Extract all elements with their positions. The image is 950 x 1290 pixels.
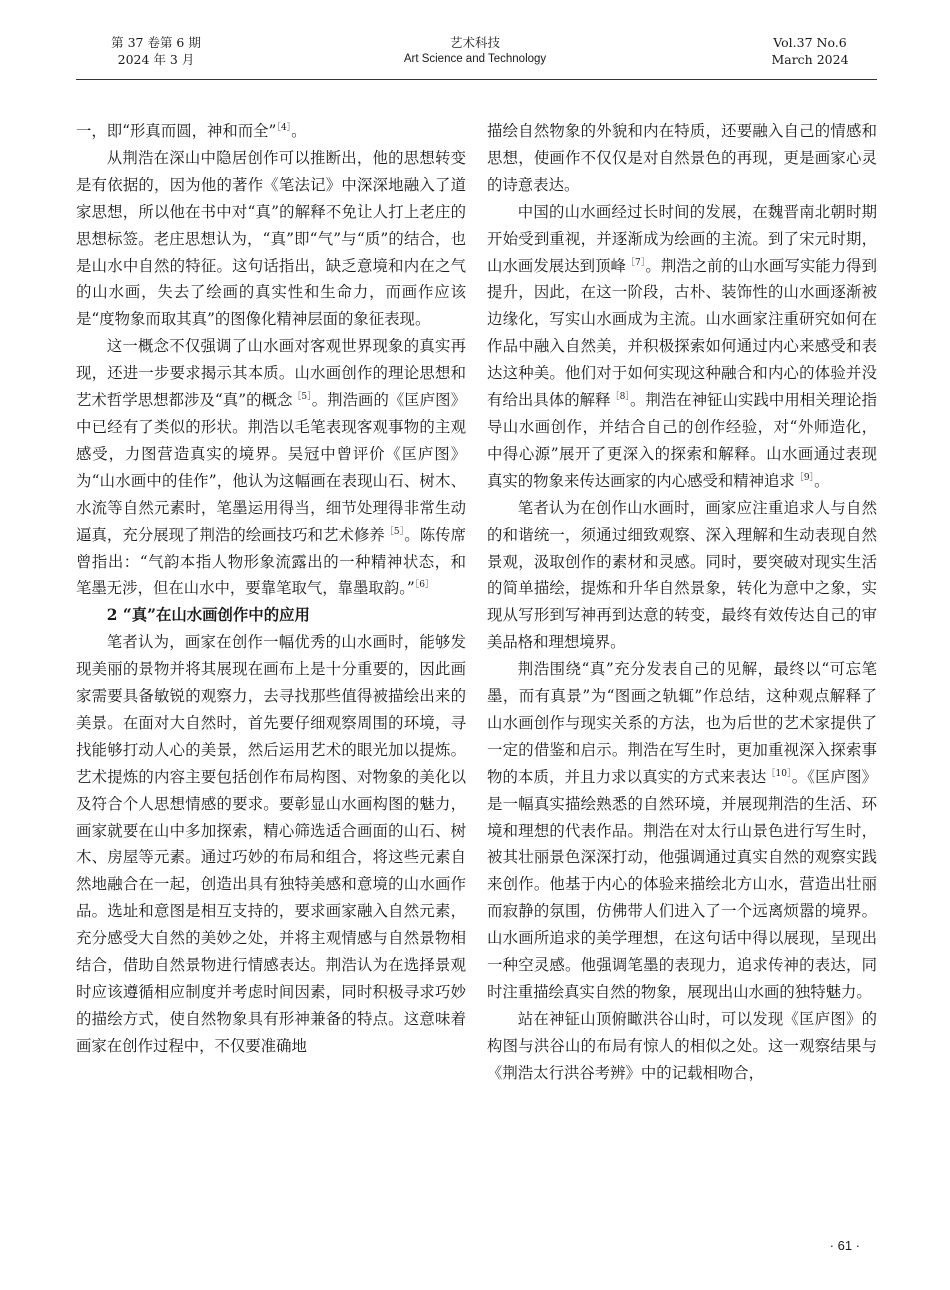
- paragraph: 描绘自然物象的外貌和内在特质，还要融入自己的情感和思想，使画作不仅仅是对自然景色的再现，更是画家心灵的诗意表达。: [487, 122, 877, 194]
- header-rule: [76, 79, 877, 80]
- page-header: [0, 34, 950, 74]
- paragraph: 这一概念不仅强调了山水画对客观世界现象的真实再现，还进一步要求揭示其本质。山水画创作的理论思想和艺术哲学思想都涉及“真”的概念$^{[5]}$。荆浩画的《匡庐图》中已经有了类似的形状。荆浩以毛笔表现客观事物的主观感受，力图营造真实的境界。吴冠中曾评价《匡庐图》为“山水画中的佳作”，他认为这幅画在表现山石、树木、水流等自然元素时，笔墨运用得当，细节处理得非常生动逼真，充分展现了荆浩的绘画技巧和艺术修养$^{[5]}$。陈传席曾指出：“气韵本指人物形象流露出的一种精神状态，和笔墨无涉，但在山水中，要靠笔取气，靠墨取韵。”$^{[6]}$: [76, 337, 466, 598]
- citation: ［10］: [766, 768, 792, 779]
- volume-issue: 第 37 卷第 6 期: [111, 35, 201, 50]
- paragraph: 笔者认为在创作山水画时，画家应注重追求人与自然的和谐统一，须通过细致观察、深入理解和生动表现自然景观，汲取创作的素材和灵感。同时，要突破对现实生活的简单描绘，提炼和升华自然景象，转化为意中之象，实现从写形到写神再到达意的转变，最终有效传达自己的审美品格和理想境界。: [487, 498, 877, 652]
- citation: ［9］: [794, 472, 815, 483]
- citation: ［4］: [276, 123, 292, 134]
- paragraph: 从荆浩在深山中隐居创作可以推断出，他的思想转变是有依据的，因为他的著作《笔法记》中深深地融入了道家思想，所以他在书中对“真”的解释不免让人打上老庄的思想标签。老庄思想认为，“真”即“气”与“质”的结合，也是山水中自然的特征。这句话指出，缺乏意境和内在之气的山水画，失去了绘画的真实性和生命力，而画作应该是“度物象而取其真”的图像化精神层面的象征表现。: [76, 148, 466, 329]
- paragraph: 站在神钲山顶俯瞰洪谷山时，可以发现《匡庐图》的构图与洪谷山的布局有惊人的相似之处。这一观察结果与《荆浩太行洪谷考辨》中的记载相吻合，: [487, 1009, 877, 1082]
- issue-date-en: March 2024: [771, 52, 849, 67]
- citation: ［6］: [414, 580, 434, 591]
- citation: ［5］: [292, 392, 312, 403]
- volume-issue-en: Vol.37 No.6: [773, 35, 847, 50]
- section-heading: 2 “真”在山水画创作中的应用: [106, 606, 310, 625]
- journal-volume: [96, 34, 216, 68]
- right-column: [487, 118, 877, 1087]
- citation: ［8］: [610, 392, 630, 403]
- paragraph: 笔者认为，画家在创作一幅优秀的山水画时，能够发现美丽的景物并将其展现在画布上是十分重要的，因此画家需要具备敏锐的观察力，去寻找那些值得被描绘出来的美景。在面对大自然时，首先要仔细观察周围的环境，寻找能够打动人心的美景，然后运用艺术的眼光加以提炼。艺术提炼的内容主要包括创作布局构图、对物象的美化以及符合个人思想情感的要求。要彰显山水画构图的魅力，画家就要在山中多加探索，精心筛选适合画面的山石、树木、房屋等元素。通过巧妙的布局和组合，将这些元素自然地融合在一起，创造出具有独特美感和意境的山水画作品。选址和意图是相互支持的，要求画家融入自然元素，充分感受大自然的美妙之处，并将主观情感与自然景物相结合，借助自然景物进行情感表达。荆浩认为在选择景观时应该遵循相应制度并考虑时间因素，同时积极寻求巧妙的描绘方式，使自然物象具有形神兼备的特点。这意味着画家在创作过程中，不仅要准确地: [76, 633, 466, 1055]
- journal-title: [375, 34, 575, 68]
- page-number: · 61 ·: [829, 1238, 860, 1253]
- paragraph: 荆浩围绕“真”充分发表自己的见解，最终以“可忘笔墨，而有真景”为“图画之轨辄”作总结，这种观点解释了山水画创作与现实关系的方法，也为后世的艺术家提供了一定的借鉴和启示。荆浩在写生时，更加重视深入探索事物的本质，并且力求以真实的方式来表达$^{[10]}$。《匡庐图》是一幅真实描绘熟悉的自然环境，并展现荆浩的生活、环境和理想的代表作品。荆浩在对太行山景色进行写生时，被其壮丽景色深深打动，他强调通过真实自然的观察实践来创作。他基于内心的体验来描绘北方山水，营造出壮丽而寂静的氛围，仿佛带人们进入了一个远离烦嚣的境界。山水画所追求的美学理想，在这句话中得以展现，呈现出一种空灵感。他强调笔墨的表现力，追求传神的表达，同时注重描绘真实自然的物象，展现出山水画的独特魅力。: [487, 660, 877, 1001]
- citation: ［7］: [626, 257, 646, 268]
- left-column: [76, 118, 466, 1060]
- citation: ［5］: [384, 526, 405, 537]
- journal-title-cn: 艺术科技: [449, 35, 500, 50]
- issue-date: 2024 年 3 月: [117, 52, 195, 67]
- paragraph: 一，即“形真而圆，神和而全”$^{[4]}$。: [76, 122, 307, 140]
- journal-volume-en: [750, 34, 870, 68]
- journal-title-en: Art Science and Technology: [403, 53, 547, 65]
- paragraph: 中国的山水画经过长时间的发展，在魏晋南北朝时期开始受到重视，并逐渐成为绘画的主流。到了宋元时期，山水画发展达到顶峰$^{[7]}$。荆浩之前的山水画写实能力得到提升，因此，在这一阶段，古朴、装饰性的山水画逐渐被边缘化，写实山水画成为主流。山水画家注重研究如何在作品中融入自然美，并积极探索如何通过内心来感受和表达这种美。他们对于如何实现这种融合和内心的体验并没有给出具体的解释$^{[8]}$。荆浩在神钲山实践中用相关理论指导山水画创作，并结合自己的创作经验，对“外师造化，中得心源”展开了更深入的探索和解释。山水画通过表现真实的物象来传达画家的内心感受和精神追求$^{[9]}$。: [487, 202, 877, 490]
